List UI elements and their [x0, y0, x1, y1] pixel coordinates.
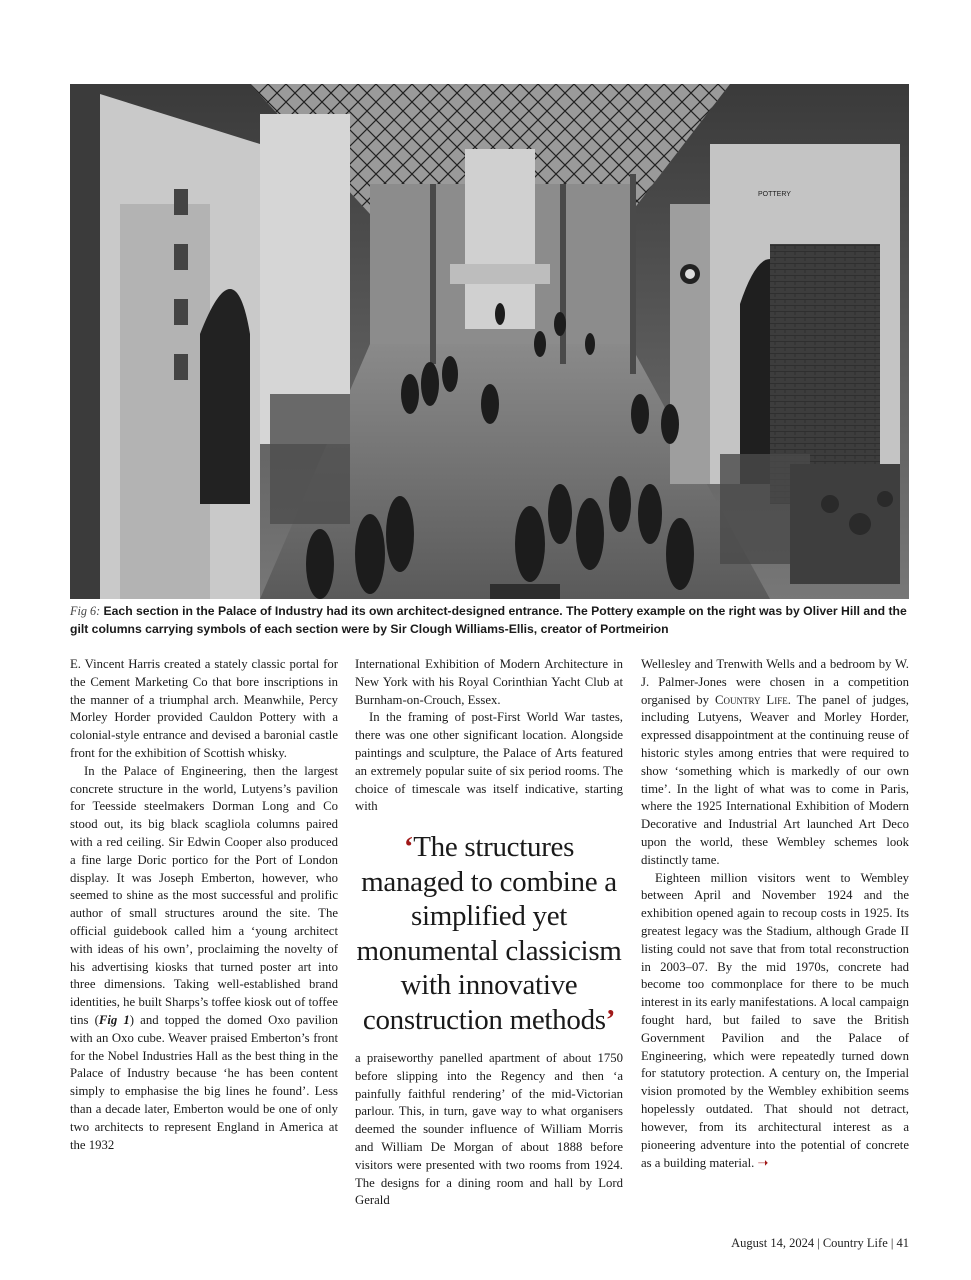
end-mark-icon: ➝ — [757, 1155, 769, 1171]
page-footer: August 14, 2024 | Country Life | 41 — [731, 1236, 909, 1250]
pull-quote — [352, 830, 626, 1037]
article-column-2-continued — [355, 1050, 623, 1210]
paragraph — [641, 870, 909, 1174]
close-quote-mark: ’ — [605, 1003, 616, 1036]
pottery-sign: POTTERY — [758, 191, 791, 198]
figure-label: Fig 6: — [70, 604, 101, 618]
figure-reference: Fig 1 — [98, 1012, 130, 1027]
paragraph-text: . The panel of judges, including Lutyens, Weaver and Morley Horder, expressed disappointment at the continuing reuse of historic styles among entries that were required to show ‘something which is markedly of our own time’. In the light of what was to come in Paris, where the 1925 International Exhibition of Modern Decorative and Industrial Art launched Art Deco upon the world, these Wembley schemes look distinctly tame. — [641, 692, 909, 867]
paragraph — [641, 656, 909, 870]
magazine-name: Country Life — [714, 692, 788, 707]
exhibition-hall-image — [70, 84, 909, 599]
article-column-3 — [641, 656, 909, 1173]
paragraph: In the framing of post-First World War tastes, there was one other significant location. Alongside paintings and sculpture, the Palace of Arts featured an extremely popular suite of six period rooms. The choice of timescale was itself indicative, starting with — [355, 710, 623, 814]
article-column-1 — [70, 656, 338, 1154]
caption-text: Each section in the Palace of Industry had its own architect-designed entrance. The Pottery example on the right was by Oliver Hill and the gilt columns carrying symbols of each section were by Sir Clough Williams-Ellis, creator of Portmeirion — [70, 604, 907, 636]
open-quote-mark: ‘ — [403, 831, 414, 863]
article-column-2 — [355, 656, 623, 816]
paragraph-text: Eighteen million visitors went to Wembley between April and November 1924 and the exhibition opened again to recoup costs in 1925. Its greatest legacy was the Stadium, although Grade II listing could not save that from total reconstruction in 2003–07. By the mid 1970s, concrete had become too commonplace for there to be much interest in its early manifestations. A local campaign fought hard, but failed to save the British Government Pavilion and the Palace of Engineering, which were repeatedly turned down for statutory protection. A century on, the Imperial vision promoted by the Wembley exhibition seems hopelessly outdated. That should not detract, however, from its architectural interest as a pioneering adventure into the potential of concrete as a building material. — [641, 870, 909, 1171]
paragraph-text: ) and topped the domed Oxo pavilion with an Oxo cube. Weaver praised Emberton’s front for the Nobel Industries Hall as the best thing in the Palace of Industry because ‘he has been content simply to emphasise the big lines he found’. Less than a decade later, Emberton would be one of only two architects to represent England in America at the 1932 — [70, 1012, 338, 1152]
paragraph-text: In the Palace of Engineering, then the largest concrete structure in the world, Lutyens’s pavilion for Teesside steelmakers Dorman Long and Co stood out, its big black scagliola columns paired with a red ceiling. Sir Edwin Cooper also produced a fine large Doric portico for the Port of London display. It was Joseph Emberton, however, who seemed to shine as the most successful and prolific author of small structures around the site. The official guidebook called him a ‘young architect with ideas of his own’, proclaiming the novelty of his advertising kiosks that turned poster art into three dimensions. Taking well-established brand identities, he built Sharps’s toffee kiosk out of toffee tins ( — [70, 763, 338, 1027]
paragraph: a praiseworthy panelled apartment of about 1750 before slipping into the Regency and then ‘a painfully faithful rendering’ of the mid-Victorian parlour. This, in turn, gave way to what organisers deemed the sounder influence of William Morris and William De Morgan of about 1888 before visitors were presented with two rooms from 1924. The designs for a dining room and hall by Lord Gerald — [355, 1051, 623, 1208]
photo-caption — [70, 602, 909, 638]
paragraph — [70, 763, 338, 1155]
paragraph: E. Vincent Harris created a stately classic portal for the Cement Marketing Co that bore inscriptions in the manner of a triumphal arch. Meanwhile, Percy Morley Horder provided Cauldon Pottery with a colonial-style entrance and devised a baronial castle front for the exhibition of Scottish whisky. — [70, 657, 338, 760]
exhibition-hall-photo — [70, 84, 909, 599]
paragraph-text: Wellesley and Trenwith Wells and a bedroom by W. J. Palmer-Jones were chosen in a competition organised by — [641, 657, 909, 707]
pull-quote-text: The structures managed to combine a simplified yet monumental classicism with innovative construction methods — [356, 831, 622, 1036]
paragraph: International Exhibition of Modern Architecture in New York with his Royal Corinthian Yacht Club at Burnham-on-Crouch, Essex. — [355, 657, 623, 707]
